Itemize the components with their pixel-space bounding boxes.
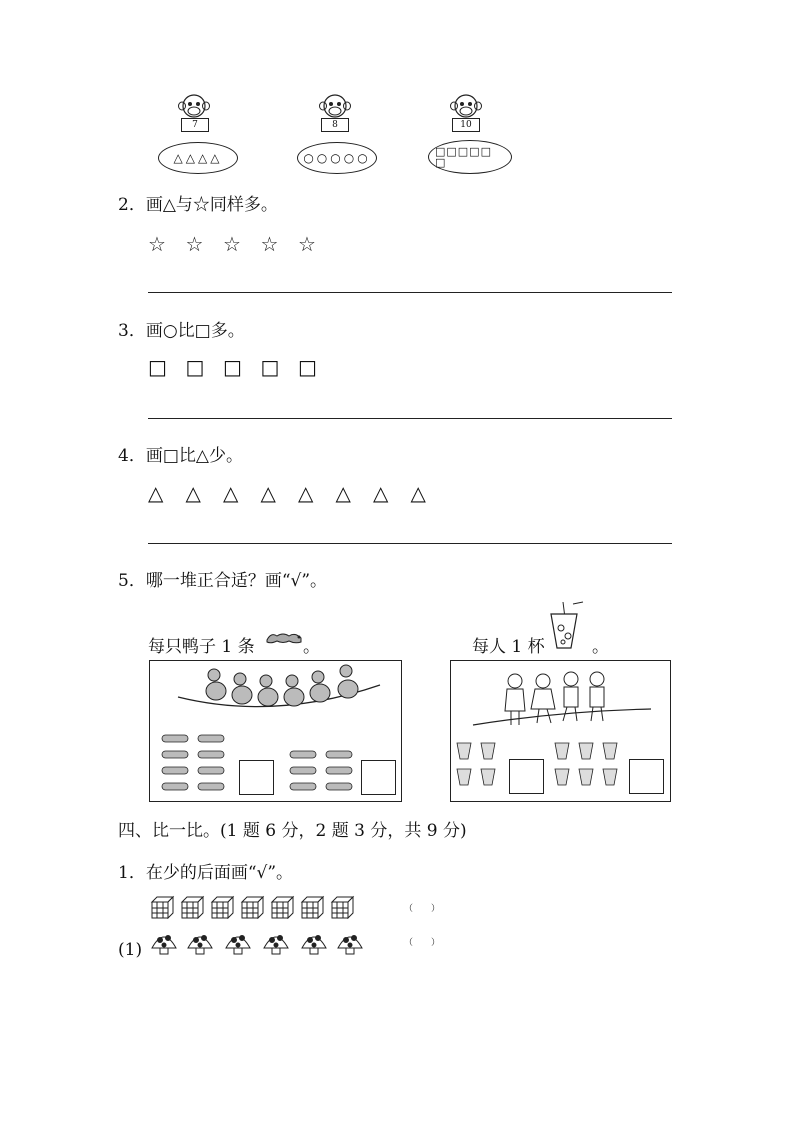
shape-ellipse: □□□□□ □ [428, 140, 512, 174]
triangle-symbol: △ [185, 481, 201, 505]
shape-ellipse: △△△△ [158, 142, 238, 174]
square-symbol: □ [148, 355, 167, 379]
check-box[interactable] [509, 759, 544, 794]
star-symbol: ☆ [148, 232, 166, 256]
triangle-symbol: △ [260, 481, 276, 505]
star-symbol: ☆ [185, 232, 204, 256]
duck-picture-box [149, 660, 402, 802]
star-symbol: ☆ [298, 232, 316, 256]
mushroom-row [148, 926, 368, 956]
question-2: 2．画△与☆同样多。 [118, 195, 278, 215]
square-symbol: □ [260, 355, 280, 379]
section-4-title: 四、比一比。(1 题 6 分，2 题 3 分，共 9 分) [118, 821, 467, 841]
square-symbol: □ [298, 355, 317, 379]
square-symbol: □ [185, 355, 205, 379]
juice-prompt-end: 。 [592, 637, 609, 657]
check-box[interactable] [629, 759, 664, 794]
children-picture-box [450, 660, 671, 802]
answer-paren[interactable]: （ ） [404, 904, 441, 914]
triangle-symbol: △ [410, 481, 426, 505]
square-symbol: □ [223, 355, 242, 379]
triangle-symbol: △ [223, 481, 239, 505]
star-symbol: ☆ [260, 232, 279, 256]
duck-prompt-end: 。 [303, 637, 320, 657]
question-4: 4．画□比△少。 [118, 446, 243, 466]
sub-item-label: (1) [118, 940, 143, 960]
square-row [148, 355, 336, 379]
duck-prompt [148, 632, 255, 657]
triangle-symbol: △ [298, 481, 314, 505]
juice-prompt: 每人 1 杯 [472, 637, 545, 657]
monkey-number: 8 [321, 118, 349, 132]
answer-line[interactable] [148, 418, 672, 419]
monkey-number: 7 [181, 118, 209, 132]
question-3: 3．画○比□多。 [118, 321, 245, 341]
juice-cup-icon [543, 600, 587, 652]
cube-row [150, 893, 360, 919]
star-symbol: ☆ [223, 232, 241, 256]
triangle-symbol: △ [373, 481, 389, 505]
answer-line[interactable] [148, 292, 672, 293]
section-4-question-1: 1．在少的后面画“√”。 [118, 863, 294, 883]
triangle-symbol: △ [335, 481, 351, 505]
worm-icon [263, 628, 305, 648]
star-row [148, 232, 336, 256]
duck-prompt-text: 每只鸭子 1 条 [148, 637, 255, 657]
triangle-row [148, 481, 448, 505]
answer-paren[interactable]: （ ） [404, 938, 441, 948]
answer-line[interactable] [148, 543, 672, 544]
check-box[interactable] [361, 760, 396, 795]
monkey-number: 10 [452, 118, 480, 132]
check-box[interactable] [239, 760, 274, 795]
triangle-symbol: △ [148, 481, 164, 505]
question-5: 5．哪一堆正合适？画“√”。 [118, 571, 328, 591]
shape-ellipse: ○○○○○ [297, 142, 377, 174]
